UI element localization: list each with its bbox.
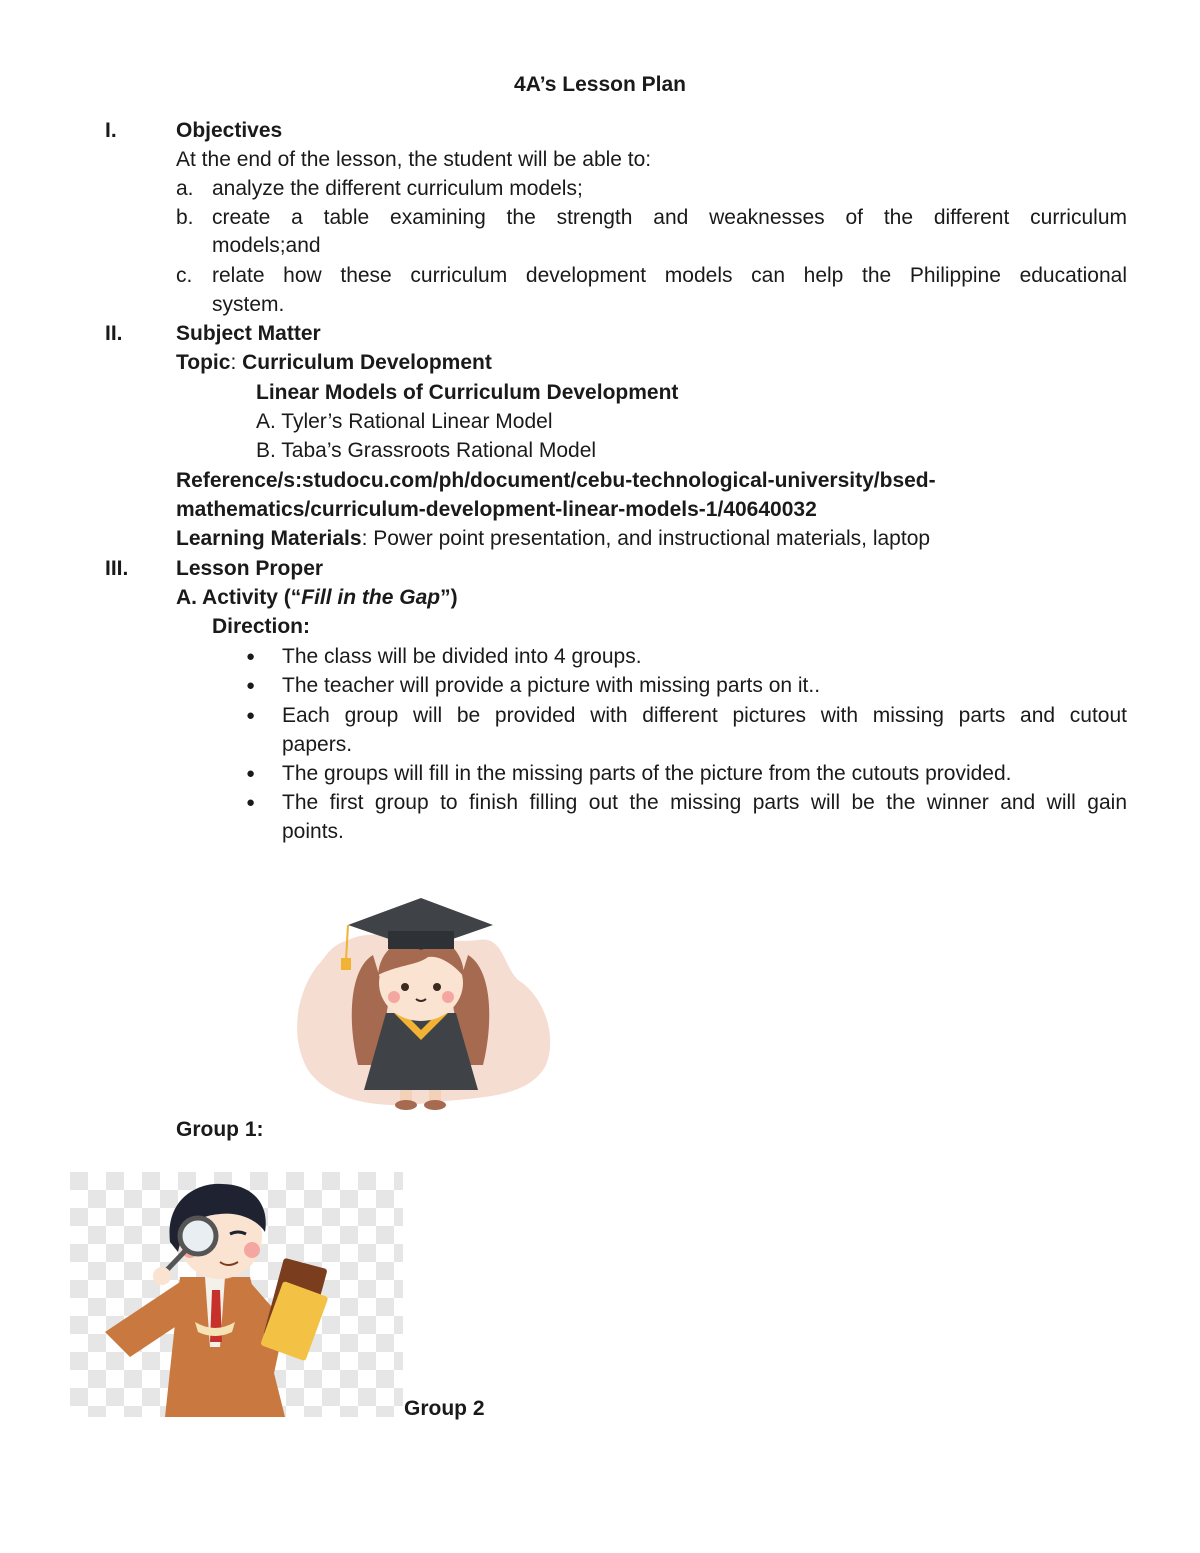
model-a: A. Tyler’s Rational Linear Model	[256, 410, 553, 433]
objectives-intro: At the end of the lesson, the student will be able to:	[176, 148, 652, 171]
student-magnifier-illustration	[70, 1172, 403, 1417]
bullet-icon: ●	[246, 707, 256, 724]
direction-item-1: The class will be divided into 4 groups.	[282, 645, 642, 668]
objective-b-text: create a table examining the strength and weaknesses of the different curriculum	[212, 206, 1127, 229]
bullet-icon: ●	[246, 648, 256, 665]
objective-c-text-cont: system.	[212, 293, 285, 316]
objective-a-text: analyze the different curriculum models;	[212, 177, 583, 200]
activity-suffix: ”)	[440, 586, 458, 609]
direction-item-3: Each group will be provided with different pictures with missing parts and cutout	[282, 704, 1127, 727]
activity-name: Fill in the Gap	[301, 586, 441, 609]
materials-line	[176, 527, 930, 551]
page-title: 4A’s Lesson Plan	[514, 73, 686, 96]
direction-item-4: The groups will fill in the missing parts of the picture from the cutouts provided.	[282, 762, 1012, 785]
objective-letter-b: b.	[176, 206, 194, 229]
direction-item-5-cont: points.	[282, 820, 344, 843]
objective-letter-a: a.	[176, 177, 194, 200]
topic-label: Topic	[176, 351, 231, 374]
direction-label: Direction:	[212, 615, 311, 638]
group-1-label: Group 1:	[176, 1118, 264, 1141]
bullet-icon: ●	[246, 794, 256, 811]
reference-line-1: Reference/s:studocu.com/ph/document/cebu-technological-university/bsed-	[176, 469, 936, 492]
lesson-proper-heading: Lesson Proper	[176, 557, 324, 580]
reference-line-2: mathematics/curriculum-development-linear-models-1/40640032	[176, 498, 817, 521]
section-numeral-objectives: I.	[105, 119, 117, 142]
section-numeral-lesson-proper: III.	[105, 557, 129, 580]
objective-letter-c: c.	[176, 264, 193, 287]
activity-prefix: A. Activity (“	[176, 586, 302, 609]
activity-heading	[176, 586, 458, 610]
objective-b-text-cont: models;and	[212, 234, 321, 257]
topic-value: Curriculum Development	[242, 351, 492, 374]
group-2-label: Group 2	[404, 1397, 485, 1420]
objectives-heading: Objectives	[176, 119, 283, 142]
objective-c-text: relate how these curriculum development models can help the Philippine educational	[212, 264, 1127, 287]
section-numeral-subject-matter: II.	[105, 322, 123, 345]
graduate-girl-illustration	[288, 895, 553, 1117]
direction-item-5: The first group to finish filling out the missing parts will be the winner and will gain	[282, 791, 1127, 814]
model-b: B. Taba’s Grassroots Rational Model	[256, 439, 597, 462]
direction-item-2: The teacher will provide a picture with missing parts on it..	[282, 674, 821, 697]
materials-value: : Power point presentation, and instructional materials, laptop	[361, 527, 931, 550]
bullet-icon: ●	[246, 677, 256, 694]
direction-item-3-cont: papers.	[282, 733, 353, 756]
topic-line	[176, 351, 492, 375]
materials-label: Learning Materials	[176, 527, 362, 550]
topic-colon: :	[230, 351, 243, 374]
subject-matter-heading: Subject Matter	[176, 322, 321, 345]
subtopic: Linear Models of Curriculum Development	[256, 381, 679, 404]
bullet-icon: ●	[246, 765, 256, 782]
